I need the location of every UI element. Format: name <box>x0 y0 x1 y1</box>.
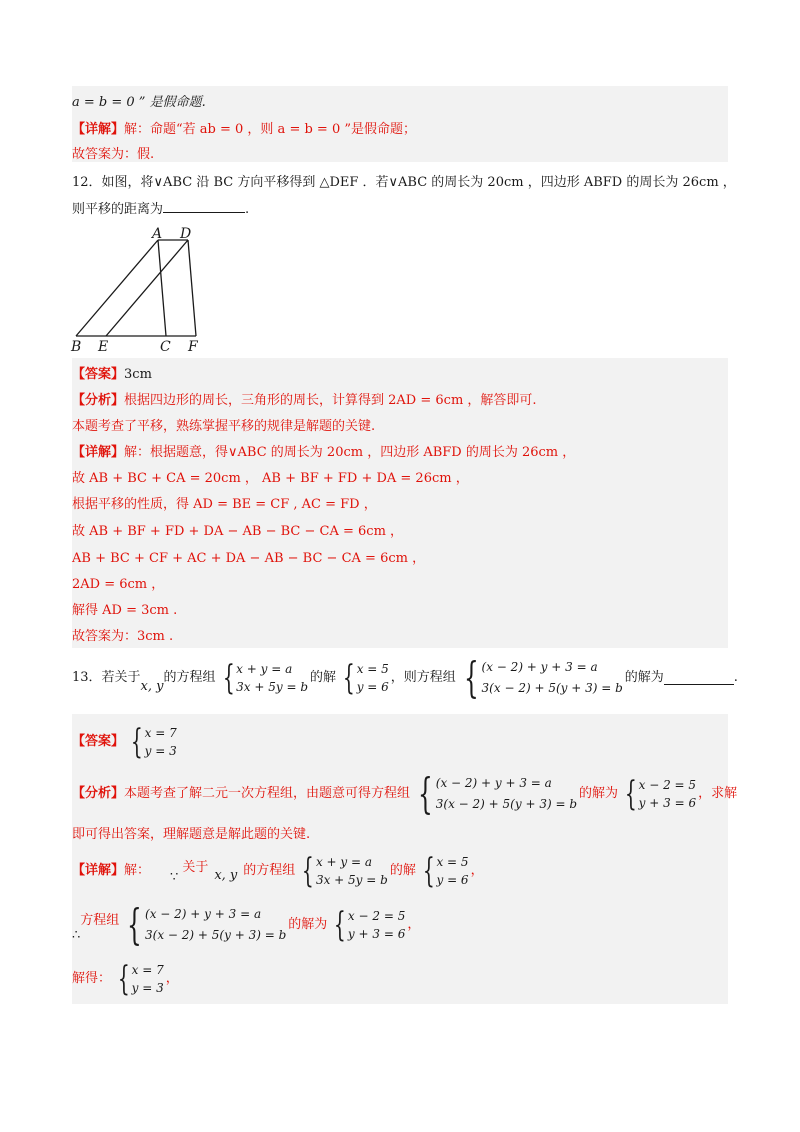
comma: ， <box>470 863 484 878</box>
answer-tag: 【答案】 <box>72 367 125 382</box>
q13-detail-a: 解： <box>124 863 151 878</box>
q12-detail-1 <box>72 444 575 462</box>
q12-analysis-2: 本题考查了平移，熟练掌握平移的规律是解题的关键. <box>72 419 376 434</box>
q12-stem-line-2 <box>72 200 249 219</box>
segment-df <box>188 240 196 336</box>
analysis-tag: 【分析】 <box>72 393 125 408</box>
prev-detail <box>72 121 416 139</box>
equation: x + y = a <box>315 855 373 869</box>
equation: (x − 2) + y + 3 = a <box>145 907 262 921</box>
q12-analysis-1 <box>72 392 537 410</box>
q13-system-1: { x + y = a 3x + 5y = b <box>222 658 309 698</box>
q12-answer-value: 3cm <box>124 367 152 382</box>
equation: y = 3 <box>144 744 177 758</box>
equation: y + 3 = 6 <box>347 927 406 941</box>
q13-detail-1 <box>72 850 484 892</box>
q13-analysis-system: { (x − 2) + y + 3 = a 3(x − 2) + 5(y + 3) = b <box>418 769 577 818</box>
prev-detail-text: 解：命题“若 ab = 0 ，则 a = b = 0 ”是假命题； <box>124 122 416 137</box>
q13-detail-d: 的解 <box>389 863 416 878</box>
q13-detail-2 <box>72 900 420 950</box>
solve-label: 解得： <box>72 971 112 986</box>
q13-answer-system: { x = 7 y = 3 <box>130 722 177 762</box>
q12-detail-2: 故 AB + BC + CA = 20cm ， AB + BF + FD + DA = 26cm ， <box>72 471 469 486</box>
equation: x + y = a <box>236 662 293 676</box>
q12-detail-3: 根据平移的性质，得 AD = BE = CF , AC = FD ， <box>72 497 377 512</box>
equation: x − 2 = 5 <box>347 909 406 923</box>
label-f: F <box>188 339 198 355</box>
equation: y + 3 = 6 <box>638 796 697 810</box>
q12-detail-5: AB + BC + CF + AC + DA − AB − BC − CA = 6cm ， <box>72 551 426 566</box>
q13-stem-d: ，则方程组 <box>390 670 456 685</box>
q13-analysis-2: 即可得出答案，理解题意是解此题的关键. <box>72 827 311 842</box>
q13-stem-b: 的方程组 <box>163 670 216 685</box>
equation: x = 5 <box>356 662 389 676</box>
equation: (x − 2) + y + 3 = a <box>435 776 552 790</box>
q12-detail-text-1: 解：根据题意，得∨ABC 的周长为 20cm ，四边形 ABFD 的周长为 26cm ， <box>124 445 576 460</box>
q13-answer-blank[interactable] <box>664 672 734 685</box>
because-symbol: ∵ <box>170 870 179 885</box>
q13-detail-c: 的方程组 <box>243 863 296 878</box>
detail-tag: 【详解】 <box>72 122 125 137</box>
q13-stem-a: 13．若关于 <box>72 670 141 685</box>
q13-analysis-c: ，求解 <box>698 786 738 801</box>
q13-detail-3 <box>72 958 179 1000</box>
label-d: D <box>180 226 192 242</box>
equation: x − 2 = 5 <box>638 778 697 792</box>
comma: ， <box>165 971 179 986</box>
equation: 3(x − 2) + 5(y + 3) = b <box>145 928 287 942</box>
q13-stem-c: 的解 <box>310 670 337 685</box>
q13-detail-b: 关于 <box>182 860 209 875</box>
q13-detail-solution-2: { x − 2 = 5 y + 3 = 6 <box>334 905 406 945</box>
q13-solve-system: { x = 7 y = 3 <box>117 959 164 999</box>
detail-tag: 【详解】 <box>72 445 125 460</box>
q13-stem <box>72 653 738 702</box>
equation: y = 6 <box>436 873 469 887</box>
equation: 3(x − 2) + 5(y + 3) = b <box>435 797 577 811</box>
equation: (x − 2) + y + 3 = a <box>481 660 598 674</box>
q13-answer <box>72 722 179 762</box>
q12-detail-4: 故 AB + BF + FD + DA − AB − BC − CA = 6cm ， <box>72 524 404 539</box>
q13-system-2: { (x − 2) + y + 3 = a 3(x − 2) + 5(y + 3) = b <box>463 653 623 702</box>
q13-detail-system-1: { x + y = a 3x + 5y = b <box>302 851 388 891</box>
q13-stem-e: 的解为 <box>624 670 664 685</box>
q13-detail-xy: x, y <box>214 868 238 883</box>
q13-analysis-solution: { x − 2 = 5 y + 3 = 6 <box>624 774 697 814</box>
q12-detail-7: 解得 AD = 3cm . <box>72 603 178 618</box>
equation: x = 7 <box>131 963 164 977</box>
q12-analysis-text-1: 根据四边形的周长，三角形的周长，计算得到 2AD = 6cm ，解答即可. <box>124 393 537 408</box>
q12-stem-end: . <box>245 202 250 217</box>
translation-figure <box>70 226 220 356</box>
q13-detail-solution-1: { x = 5 y = 6 <box>422 851 469 891</box>
therefore-symbol: ∴ <box>72 928 81 943</box>
q13-solution-1: { x = 5 y = 6 <box>342 658 389 698</box>
equation: y = 3 <box>131 981 164 995</box>
detail-tag: 【详解】 <box>72 863 125 878</box>
segment-ab <box>76 240 158 336</box>
q13-analysis-1 <box>72 770 737 818</box>
label-a: A <box>152 226 163 242</box>
segment-ac <box>158 240 166 336</box>
prev-answer: 故答案为：假. <box>72 147 155 162</box>
equation: x = 5 <box>436 855 469 869</box>
q13-analysis-a: 本题考查了解二元一次方程组，由题意可得方程组 <box>124 786 411 801</box>
analysis-tag: 【分析】 <box>72 786 125 801</box>
q12-stem-text: 则平移的距离为 <box>72 202 164 217</box>
q12-answer-blank[interactable] <box>163 200 245 213</box>
label-e: E <box>98 339 109 355</box>
q12-answer <box>72 366 152 384</box>
equation: 3(x − 2) + 5(y + 3) = b <box>481 681 623 695</box>
equation: 3x + 5y = b <box>315 873 388 887</box>
equation: 3x + 5y = b <box>236 680 309 694</box>
comma: ， <box>407 917 421 932</box>
q13-detail-e: 方程组 <box>80 913 120 928</box>
q13-stem-xy: x, y <box>140 679 164 694</box>
prev-line-1 <box>72 94 206 112</box>
label-c: C <box>160 339 171 355</box>
segment-de <box>106 240 188 336</box>
q12-detail-8: 故答案为：3cm . <box>72 629 174 644</box>
q13-analysis-b: 的解为 <box>579 786 619 801</box>
q13-detail-f: 的解为 <box>288 917 328 932</box>
prev-statement: a = b = 0 ” 是假命题. <box>72 95 206 110</box>
label-b: B <box>71 339 82 355</box>
q12-detail-6: 2AD = 6cm ， <box>72 577 165 592</box>
equation: x = 7 <box>144 726 177 740</box>
q13-detail-system-2: { (x − 2) + y + 3 = a 3(x − 2) + 5(y + 3) = b <box>127 900 287 949</box>
q12-stem-line-1: 12．如图，将∨ABC 沿 BC 方向平移得到 △DEF ．若∨ABC 的周长为 20cm ，四边形 ABFD 的周长为 26cm ， <box>72 175 736 190</box>
equation: y = 6 <box>356 680 389 694</box>
answer-tag: 【答案】 <box>72 734 125 749</box>
q13-stem-end: . <box>733 670 738 685</box>
